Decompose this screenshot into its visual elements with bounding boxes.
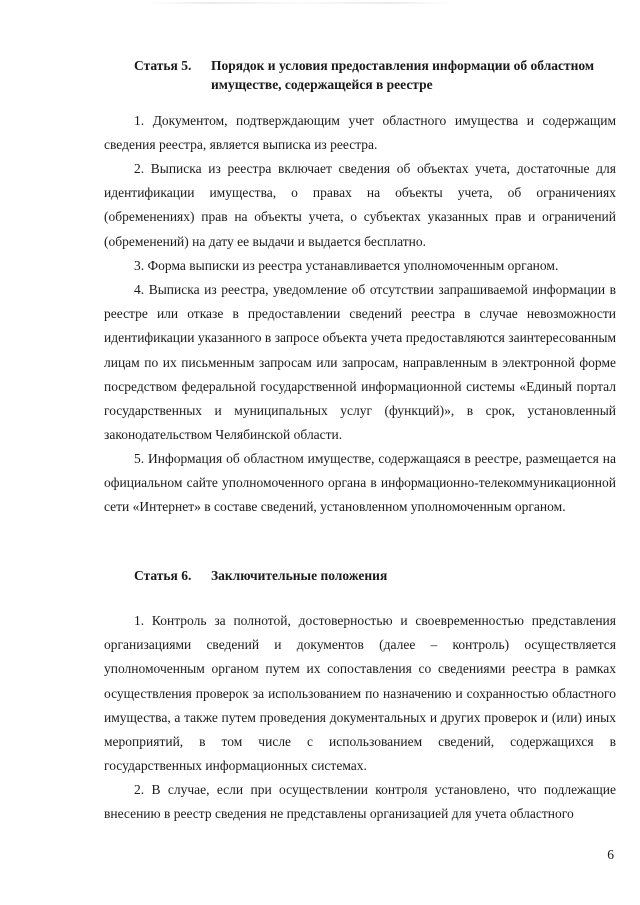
article-5-paragraph-3: 3. Форма выписки из реестра устанавливается уполномоченным органом.	[134, 258, 559, 273]
article-5-paragraph-4: 4. Выписка из реестра, уведомление об отсутствии запрашиваемой информации в реестре или отказе в предоставлении сведений реестра в случае невозможности идентификации указанного в запросе объекта учета предоставляются заинтересованным лицам по их письменным запросам или запросам, направленным в электронной форме посредством федеральной государственной информационной системы «Единый портал государственных и муниципальных услуг (функций)», в срок, установленный законодательством Челябинской области.	[104, 282, 616, 443]
article-6-heading	[134, 566, 624, 585]
article-5-title: Порядок и условия предоставления информации об областном имуществе, содержащейся в реестре	[211, 58, 595, 92]
scan-artifact	[150, 2, 450, 4]
article-5-paragraph-1: 1. Документом, подтверждающим учет областного имущества и содержащим сведения реестра, является выписка из реестра.	[104, 113, 616, 153]
article-5-number: Статья 5.	[134, 58, 192, 73]
article-5-paragraph-5: 5. Информация об областном имуществе, содержащаяся в реестре, размещается на официальном сайте уполномоченного органа в информационно-телекоммуникационной сети «Интернет» в составе сведений, установленном уполномоченным органом.	[104, 451, 616, 515]
article-6-paragraph-2: 2. В случае, если при осуществлении контроля установлено, что подлежащие внесению в реестр сведения не представлены организацией для учета областного	[104, 782, 616, 822]
page-number: 6	[607, 847, 614, 862]
article-5-heading	[134, 56, 624, 94]
article-6-title: Заключительные положения	[211, 568, 388, 583]
article-6-paragraph-1: 1. Контроль за полнотой, достоверностью и своевременностью представления организациями сведений и документов (далее – контроль) осуществляется уполномоченным органом путем их сопоставления со сведениями реестра в рамках осуществления проверок за использованием по назначению и сохранностью областного имущества, а также путем проведения документальных и других проверок и (или) иных мероприятий, в том числе с использованием сведений, содержащихся в государственных информационных системах.	[104, 613, 616, 774]
article-6-number: Статья 6.	[134, 568, 192, 583]
article-5-paragraph-2: 2. Выписка из реестра включает сведения об объектах учета, достаточные для идентификации имущества, о правах на объекты учета, об ограничениях (обременениях) прав на объекты учета, о субъектах указанных прав и ограничений (обременений) на дату ее выдачи и выдается бесплатно.	[104, 161, 616, 249]
